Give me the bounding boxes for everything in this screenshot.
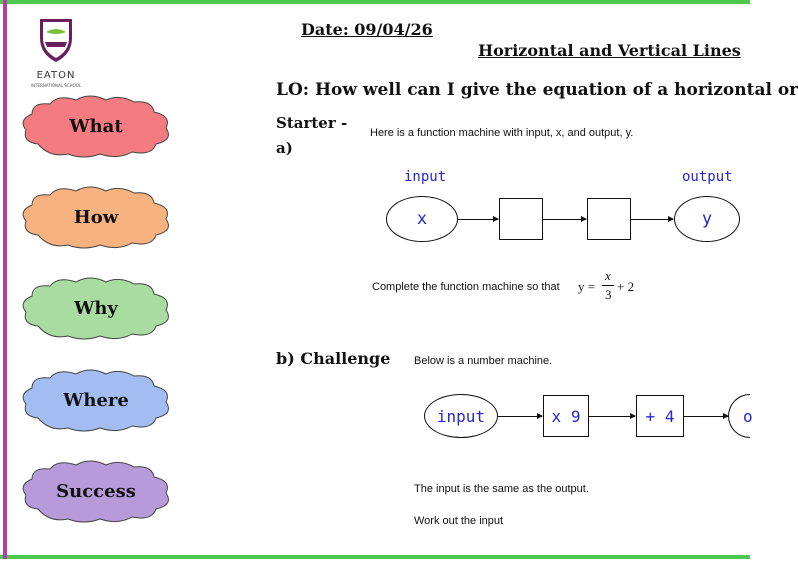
challenge-output-oval: o	[728, 394, 750, 438]
challenge-arrow-3	[684, 416, 728, 417]
starter-label: Starter -	[276, 114, 348, 132]
cloud-how	[16, 185, 176, 249]
equation-numerator: x	[605, 268, 611, 283]
cloud-label: How	[73, 206, 119, 228]
cloud-label: Why	[74, 297, 118, 319]
function-box-1[interactable]	[499, 198, 543, 240]
cloud-label: Where	[63, 389, 129, 411]
output-oval: y	[674, 196, 740, 242]
cloud-success	[16, 459, 176, 523]
cloud-where	[16, 368, 176, 432]
frame-left-border	[3, 0, 7, 559]
output-caption: output	[682, 169, 733, 185]
arrow-2	[543, 219, 586, 220]
lesson-title: Horizontal and Vertical Lines	[478, 41, 741, 60]
starter-part-a: a)	[276, 139, 293, 157]
starter-intro: Here is a function machine with input, x, and output, y.	[370, 127, 634, 139]
challenge-intro: Below is a number machine.	[414, 355, 553, 367]
sidebar	[8, 6, 176, 554]
equation-rest: + 2	[617, 279, 635, 294]
function-box-2[interactable]	[587, 198, 631, 240]
fraction-bar	[602, 285, 614, 286]
learning-objective: LO: How well can I give the equation of a horizontal or	[276, 80, 798, 100]
challenge-input-oval: input	[424, 394, 498, 438]
input-oval: x	[386, 196, 458, 242]
cloud-label: Success	[56, 480, 136, 502]
starter-instruction: Complete the function machine so that	[372, 281, 560, 293]
school-name: EATON	[36, 70, 76, 81]
school-crest-icon	[36, 16, 76, 64]
challenge-box-times-9: x 9	[543, 395, 589, 437]
cloud-why	[16, 276, 176, 340]
cloud-what	[16, 94, 176, 158]
challenge-box-plus-4: + 4	[636, 395, 684, 437]
school-subtitle: INTERNATIONAL SCHOOL	[30, 83, 82, 88]
challenge-line-1: The input is the same as the output.	[414, 483, 589, 495]
frame-bottom-border	[0, 555, 750, 559]
challenge-arrow-2	[589, 416, 635, 417]
challenge-line-2: Work out the input	[414, 515, 504, 527]
cloud-label: What	[69, 115, 123, 137]
arrow-1	[458, 219, 498, 220]
challenge-label: b) Challenge	[276, 349, 391, 368]
date-heading: Date: 09/04/26	[301, 20, 433, 39]
challenge-arrow-1	[498, 416, 542, 417]
equation-lhs: y =	[578, 279, 596, 294]
equation-denominator: 3	[605, 287, 612, 302]
input-caption: input	[404, 169, 447, 185]
frame-top-border	[0, 0, 750, 4]
arrow-3	[631, 219, 673, 220]
